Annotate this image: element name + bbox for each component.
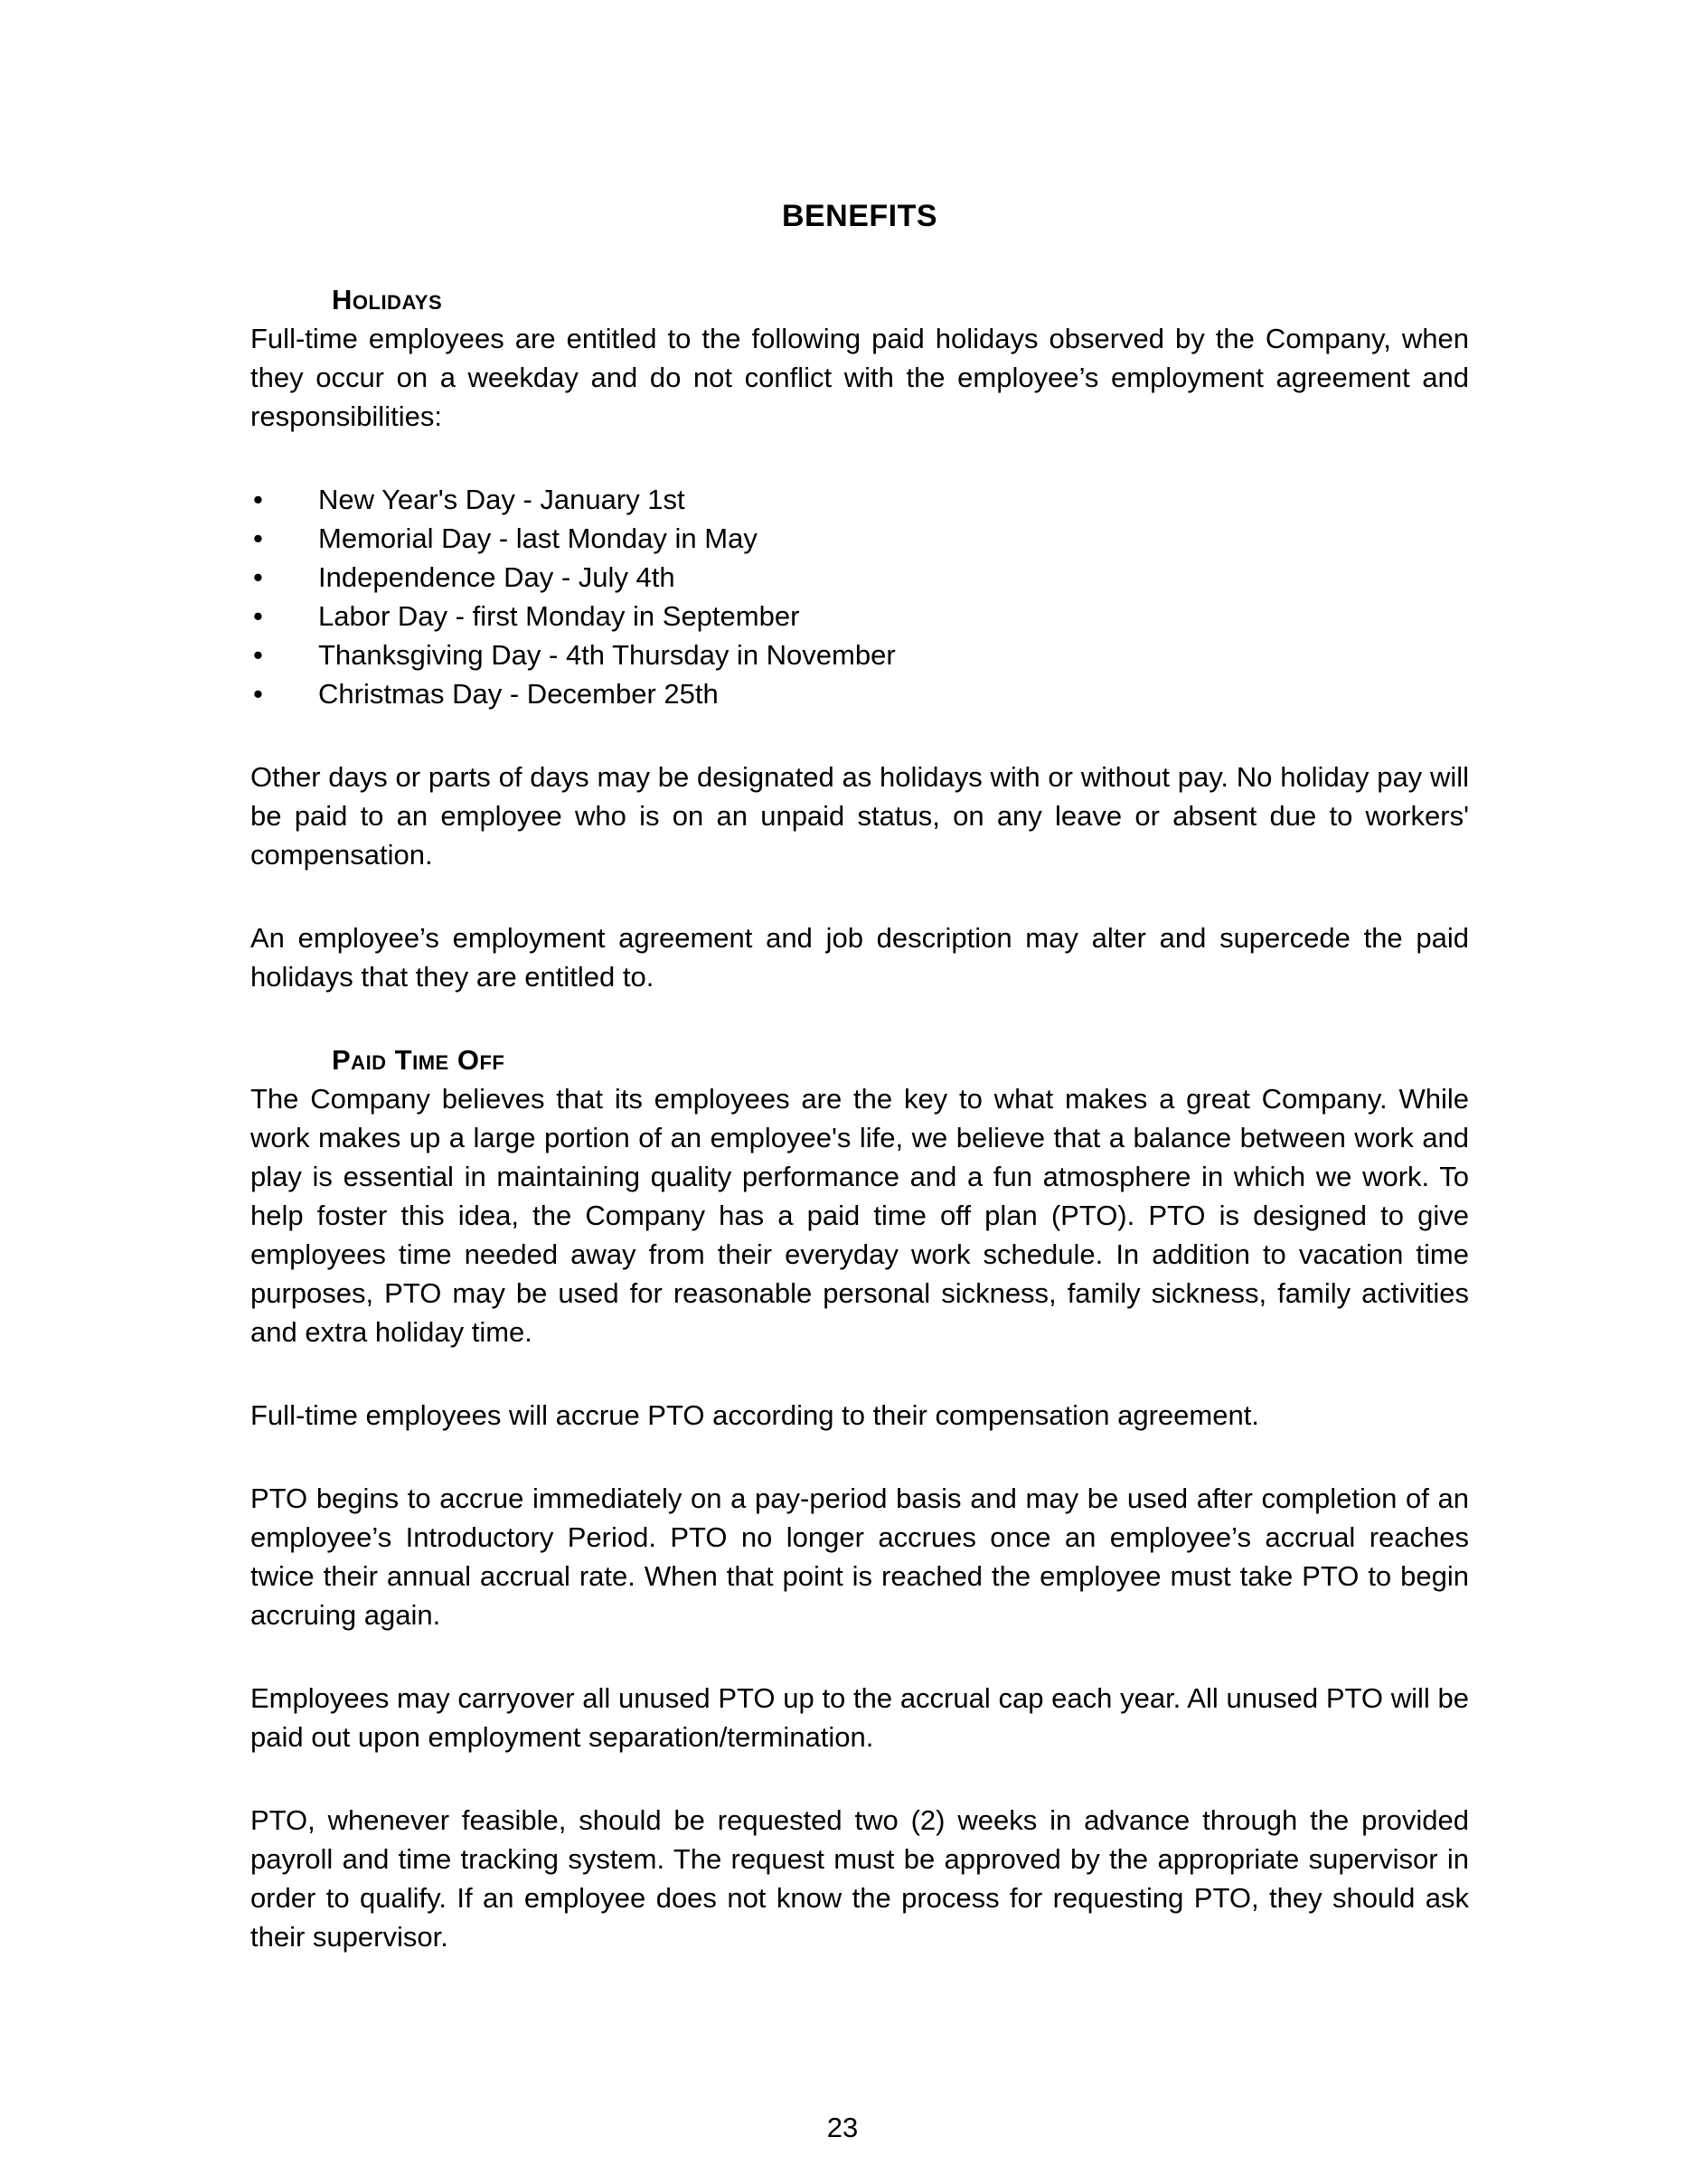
bullet-icon: • [253, 484, 263, 515]
bullet-icon: • [253, 561, 263, 593]
holiday-item-text: New Year's Day - January 1st [318, 484, 685, 515]
holiday-list-item [250, 480, 1469, 519]
holiday-item-text: Independence Day - July 4th [318, 561, 675, 593]
section-heading-holidays: Holidays [332, 284, 443, 315]
holiday-item-text: Christmas Day - December 25th [318, 678, 719, 710]
bullet-icon: • [253, 522, 263, 554]
holiday-list [250, 480, 1469, 713]
pto-overview-paragraph: The Company believes that its employees are the key to what makes a great Company. While work makes up a large portion of an employee's life, we believe that a balance between work and play is essential in maintaining quality performance and a fun atmosphere in which we work. To help foster this idea, the Company has a paid time off plan (PTO). PTO is designed to give employees time needed away from their everyday work schedule. In addition to vacation time purposes, PTO may be used for reasonable personal sickness, family sickness, family activities and extra holiday time. [250, 1083, 1469, 1348]
holiday-item-text: Memorial Day - last Monday in May [318, 522, 758, 554]
holiday-list-item [250, 519, 1469, 558]
bullet-icon: • [253, 639, 263, 671]
section-heading-paid-time-off: Paid Time Off [332, 1044, 505, 1076]
bullet-icon: • [253, 678, 263, 710]
bullet-icon: • [253, 600, 263, 632]
page-content [250, 197, 1469, 1956]
holiday-list-item [250, 558, 1469, 597]
page-title: BENEFITS [781, 199, 938, 233]
page-number: 23 [826, 2112, 859, 2143]
holiday-item-text: Labor Day - first Monday in September [318, 600, 800, 632]
holidays-agreement-paragraph: An employee’s employment agreement and job description may alter and supercede the paid holidays that they are entitled to. [250, 922, 1469, 993]
holidays-other-days-paragraph: Other days or parts of days may be designated as holidays with or without pay. No holiday pay will be paid to an employee who is on an unpaid status, on any leave or absent due to workers' compensation. [250, 761, 1469, 871]
holiday-list-item [250, 674, 1469, 713]
pto-request-process-paragraph: PTO, whenever feasible, should be requested two (2) weeks in advance through the provided payroll and time tracking system. The request must be approved by the appropriate supervisor in order to qualify. If an employee does not know the process for requesting PTO, they should ask their supervisor. [250, 1804, 1469, 1953]
holidays-intro-paragraph: Full-time employees are entitled to the following paid holidays observed by the Company, when they occur on a weekday and do not conflict with the employee’s employment agreement and responsibilities: [250, 323, 1469, 432]
pto-accrual-rules-paragraph: PTO begins to accrue immediately on a pay-period basis and may be used after completion of an employee’s Introductory Period. PTO no longer accrues once an employee’s accrual reaches twice their annual accrual rate. When that point is reached the employee must take PTO to begin accruing again. [250, 1483, 1469, 1631]
pto-carryover-paragraph: Employees may carryover all unused PTO up to the accrual cap each year. All unused PTO will be paid out upon employment separation/termination. [250, 1682, 1469, 1753]
pto-accrual-agreement-paragraph: Full-time employees will accrue PTO according to their compensation agreement. [250, 1399, 1259, 1431]
holiday-list-item [250, 635, 1469, 674]
holiday-list-item [250, 597, 1469, 635]
holiday-item-text: Thanksgiving Day - 4th Thursday in November [318, 639, 896, 671]
